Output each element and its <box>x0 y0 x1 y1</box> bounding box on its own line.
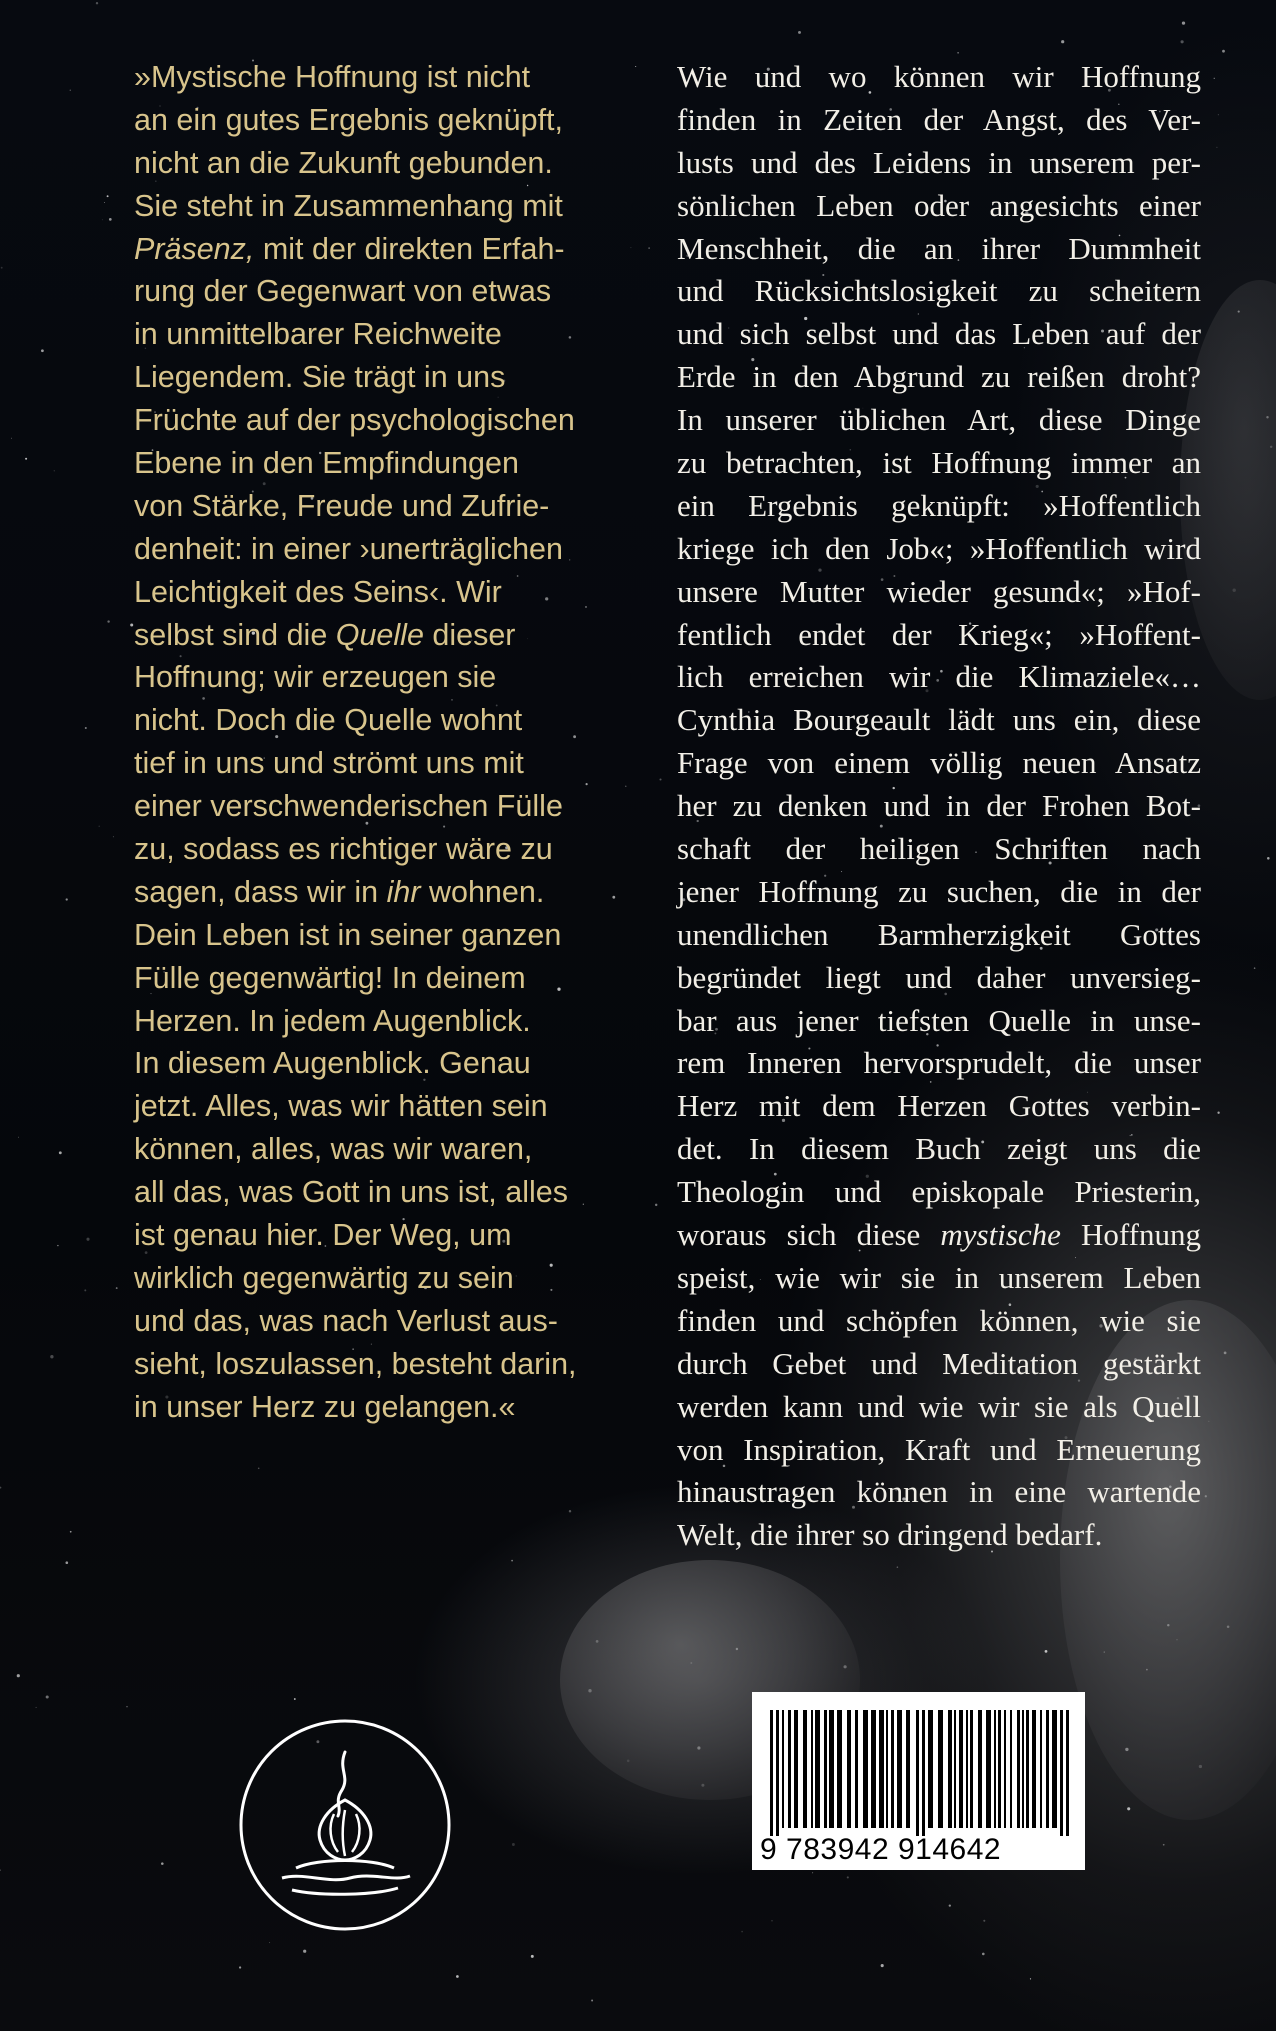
star <box>798 31 801 34</box>
description-line: Menschheit, die an ihrer Dummheit <box>677 230 1201 266</box>
star <box>17 1674 20 1677</box>
barcode-bar <box>1026 1710 1029 1828</box>
quote-line: Sie steht in Zusammenhang mit <box>134 188 563 223</box>
description-line: ein Ergebnis geknüpft: »Hoffentlich <box>677 487 1201 523</box>
star <box>99 826 100 827</box>
publisher-logo <box>238 1718 452 1932</box>
barcode-bar <box>863 1710 868 1828</box>
star <box>102 219 103 220</box>
quote-line: an ein gutes Ergebnis geknüpft, <box>134 102 563 137</box>
description-line: und Rücksichtslosigkeit zu scheitern <box>677 273 1201 309</box>
star <box>46 1695 49 1698</box>
description-line: Herz mit dem Herzen Gottes verbin- <box>677 1088 1201 1124</box>
barcode-bar <box>1052 1710 1057 1828</box>
description-line: lich erreichen wir die Klimaziele«… <box>677 659 1201 695</box>
star <box>635 66 636 67</box>
star <box>66 898 68 900</box>
quote-line: Fülle gegenwärtig! In deinem <box>134 960 526 995</box>
star <box>70 90 71 91</box>
quote-line: ist genau hier. Der Weg, um <box>134 1218 512 1253</box>
quote-line: Ebene in den Empfindungen <box>134 446 519 481</box>
star <box>161 1862 164 1865</box>
barcode-bar <box>886 1710 888 1828</box>
quote-line: in unmittelbarer Reichweite <box>134 317 502 352</box>
star <box>512 1843 515 1846</box>
isbn-barcode <box>752 1692 1085 1870</box>
star <box>130 623 133 626</box>
description-line: det. In diesem Buch zeigt uns die <box>677 1131 1201 1167</box>
description-line: schaft der heiligen Schriften nach <box>677 831 1201 867</box>
star <box>1267 857 1270 860</box>
barcode-bar <box>922 1710 925 1836</box>
description-line: Welt, die ihrer so dringend bedarf. <box>677 1517 1103 1553</box>
star <box>11 438 12 439</box>
description-line: hinaustragen können in eine wartende <box>677 1474 1201 1510</box>
star <box>1127 1807 1130 1810</box>
star <box>812 1872 813 1873</box>
star <box>84 1289 86 1291</box>
description-line: finden und schöpfen können, wie sie <box>677 1302 1201 1338</box>
quote-line: sieht, loszulassen, besteht darin, <box>134 1346 577 1381</box>
quote-line: tief in uns und strömt uns mit <box>134 746 524 781</box>
barcode-bar <box>803 1710 807 1828</box>
quote-line: Früchte auf der psychologischen <box>134 403 575 438</box>
description-line: fentlich endet der Krieg«; »Hoffent- <box>677 616 1201 652</box>
barcode-bar <box>906 1710 910 1828</box>
star <box>1214 78 1215 79</box>
description-line: Cynthia Bourgeault lädt uns ein, diese <box>677 702 1201 738</box>
star <box>1030 1978 1031 1979</box>
barcode-bar <box>948 1710 952 1828</box>
barcode-bar <box>1040 1710 1042 1828</box>
star <box>456 1975 459 1978</box>
star <box>569 1510 571 1512</box>
star <box>109 218 112 221</box>
description-line: Erde in den Abgrund zu reißen droht? <box>677 359 1201 395</box>
star <box>65 1561 68 1564</box>
star <box>1222 50 1225 53</box>
barcode-bar <box>978 1710 982 1828</box>
star <box>1218 114 1219 115</box>
star <box>104 202 105 203</box>
star <box>1182 21 1185 24</box>
quote-line: einer verschwenderischen Fülle <box>134 789 563 824</box>
star <box>1181 40 1184 43</box>
star <box>957 52 959 54</box>
barcode-bar <box>891 1710 894 1828</box>
quote-line: nicht. Doch die Quelle wohnt <box>134 703 523 738</box>
star <box>116 1287 118 1289</box>
quote-line: nicht an die Zukunft gebunden. <box>134 145 553 180</box>
quote-line: In diesem Augenblick. Genau <box>134 1046 531 1081</box>
barcode-bar <box>829 1710 834 1828</box>
barcode-bar <box>959 1710 963 1828</box>
star <box>1216 147 1217 148</box>
quote-line: zu, sodass es richtiger wäre zu <box>134 832 553 867</box>
flame-on-water-icon <box>238 1718 452 1932</box>
star <box>36 1707 37 1708</box>
description-line: werden kann und wie wir sie als Quell <box>677 1388 1201 1424</box>
star <box>511 1560 513 1562</box>
star <box>648 247 649 248</box>
star <box>1217 1112 1219 1114</box>
barcode-bar <box>776 1710 779 1836</box>
description-line: jener Hoffnung zu suchen, die in der <box>677 873 1201 909</box>
quote-line: Präsenz, mit der direkten Erfah- <box>134 231 565 266</box>
star <box>771 1920 772 1921</box>
star <box>531 1955 534 1958</box>
barcode-bar <box>916 1710 919 1836</box>
star <box>1163 1844 1165 1846</box>
description-line: und sich selbst und das Leben auf der <box>677 316 1201 352</box>
star <box>126 1706 128 1708</box>
quote-line: wirklich gegenwärtig zu sein <box>134 1260 514 1295</box>
barcode-bar <box>1022 1710 1024 1828</box>
star <box>303 1950 306 1953</box>
isbn-number: 9 783942 914642 <box>760 1833 1002 1866</box>
star <box>897 1566 899 1568</box>
star <box>85 727 87 729</box>
star <box>983 1920 985 1922</box>
barcode-bar <box>938 1710 943 1828</box>
star <box>18 1137 19 1138</box>
star <box>591 2000 593 2002</box>
description-line: Wie und wo können wir Hoffnung <box>677 59 1201 94</box>
quote-line: können, alles, was wir waren, <box>134 1132 533 1167</box>
description-line: Frage von einem völlig neuen Ansatz <box>677 745 1201 781</box>
star <box>0 1869 1 1871</box>
barcode-bar <box>994 1710 996 1828</box>
star <box>113 836 114 837</box>
quote-line: all das, was Gott in uns ist, alles <box>134 1175 568 1210</box>
barcode-bar <box>1032 1710 1036 1828</box>
star <box>741 1931 743 1933</box>
quote-line: Herzen. In jedem Augenblick. <box>134 1003 531 1038</box>
description-line: woraus sich diese mystische Hoffnung <box>677 1217 1201 1253</box>
star <box>107 620 109 622</box>
quote-line: »Mystische Hoffnung ist nicht <box>134 60 531 94</box>
star <box>50 1355 53 1358</box>
barcode-bar <box>897 1710 902 1828</box>
description-line: sönlichen Leben oder angesichts einer <box>677 187 1201 223</box>
barcode-bar <box>998 1710 1001 1828</box>
description-line: finden in Zeiten der Angst, des Ver- <box>677 101 1201 137</box>
description-line: von Inspiration, Kraft und Erneuerung <box>677 1431 1201 1467</box>
description-line: zu betrachten, ist Hoffnung immer an <box>677 445 1201 481</box>
barcode-bar <box>871 1710 876 1828</box>
star <box>54 470 55 471</box>
star <box>1061 40 1064 43</box>
description-line: her zu denken und in der Frohen Bot- <box>677 788 1201 824</box>
quote-line: in unser Herz zu gelangen.« <box>134 1389 516 1424</box>
star <box>239 1966 241 1968</box>
barcode-bar <box>770 1710 773 1836</box>
barcode-bar <box>986 1710 991 1828</box>
star <box>96 2 98 4</box>
star <box>847 1876 849 1878</box>
description-line: In unserer üblichen Art, diese Dinge <box>677 402 1201 438</box>
barcode-bar <box>855 1710 858 1828</box>
star <box>0 1487 1 1489</box>
quote-column <box>134 56 624 1429</box>
star <box>107 195 109 197</box>
barcode-bar <box>1004 1710 1006 1828</box>
star <box>269 1942 270 1943</box>
star <box>1254 967 1256 969</box>
star <box>659 778 661 780</box>
description-line: begründet liegt und daher unversieg- <box>677 959 1201 995</box>
barcode-bar <box>811 1710 813 1828</box>
barcode-bar <box>970 1710 973 1828</box>
description-line: speist, wie wir sie in unserem Leben <box>677 1259 1201 1295</box>
description-line: lusts und des Leidens in unserem per- <box>677 144 1201 180</box>
star <box>630 247 631 248</box>
quote-line: sagen, dass wir in ihr wohnen. <box>134 874 545 909</box>
description-line: bar aus jener tiefsten Quelle in unse- <box>677 1002 1201 1038</box>
description-column <box>677 56 1201 1557</box>
star <box>1045 1650 1048 1653</box>
star <box>25 458 27 460</box>
star <box>70 1531 72 1533</box>
star <box>982 1953 985 1956</box>
description-line: Theologin und episkopale Priesterin, <box>677 1174 1201 1210</box>
description-line: rem Inneren hervorsprudelt, die unser <box>677 1045 1201 1081</box>
star <box>949 1904 951 1906</box>
quote-line: und das, was nach Verlust aus- <box>134 1303 558 1338</box>
star <box>57 1245 58 1246</box>
star <box>881 1964 884 1967</box>
quote-line: selbst sind die Quelle dieser <box>134 617 516 652</box>
star <box>41 349 44 352</box>
quote-line: von Stärke, Freude und Zufrie- <box>134 488 550 523</box>
description-line: kriege ich den Job«; »Hoffentlich wird <box>677 530 1201 566</box>
star <box>1 267 3 269</box>
barcode-bar <box>1046 1710 1049 1828</box>
barcode-bar <box>928 1710 933 1828</box>
quote-line: Hoffnung; wir erzeugen sie <box>134 660 497 695</box>
barcode-bar <box>837 1710 842 1828</box>
star <box>258 1468 260 1470</box>
barcode-bar <box>824 1710 827 1828</box>
barcode-bar <box>815 1710 820 1828</box>
barcode-bar <box>847 1710 851 1828</box>
description-line: unendlichen Barmherzigkeit Gottes <box>677 916 1201 952</box>
barcode-bar <box>794 1710 798 1828</box>
barcode-bar <box>954 1710 956 1828</box>
quote-line: Dein Leben ist in seiner ganzen <box>134 917 562 952</box>
star <box>625 786 626 787</box>
quote-line: rung der Gegenwart von etwas <box>134 274 552 309</box>
quote-line: Liegendem. Sie trägt in uns <box>134 360 506 395</box>
description-line: durch Gebet und Meditation gestärkt <box>677 1345 1201 1381</box>
barcode-bar <box>966 1710 968 1828</box>
quote-line: jetzt. Alles, was wir hätten sein <box>134 1089 548 1124</box>
barcode-bar <box>1060 1710 1063 1836</box>
barcode-bar <box>1010 1710 1012 1828</box>
barcode-bar <box>879 1710 884 1828</box>
quote-line: denheit: in einer ›unerträglichen <box>134 531 563 566</box>
barcode-bar <box>1066 1710 1069 1836</box>
star <box>86 1238 89 1241</box>
star <box>59 1151 62 1154</box>
barcode-bar <box>1017 1710 1020 1828</box>
star <box>655 1204 657 1206</box>
barcode-bar <box>788 1710 791 1828</box>
star <box>294 1698 296 1700</box>
description-line: unsere Mutter wieder gesund«; »Hof- <box>677 573 1201 609</box>
quote-line: Leichtigkeit des Seins‹. Wir <box>134 574 502 609</box>
barcode-bar <box>782 1710 784 1828</box>
